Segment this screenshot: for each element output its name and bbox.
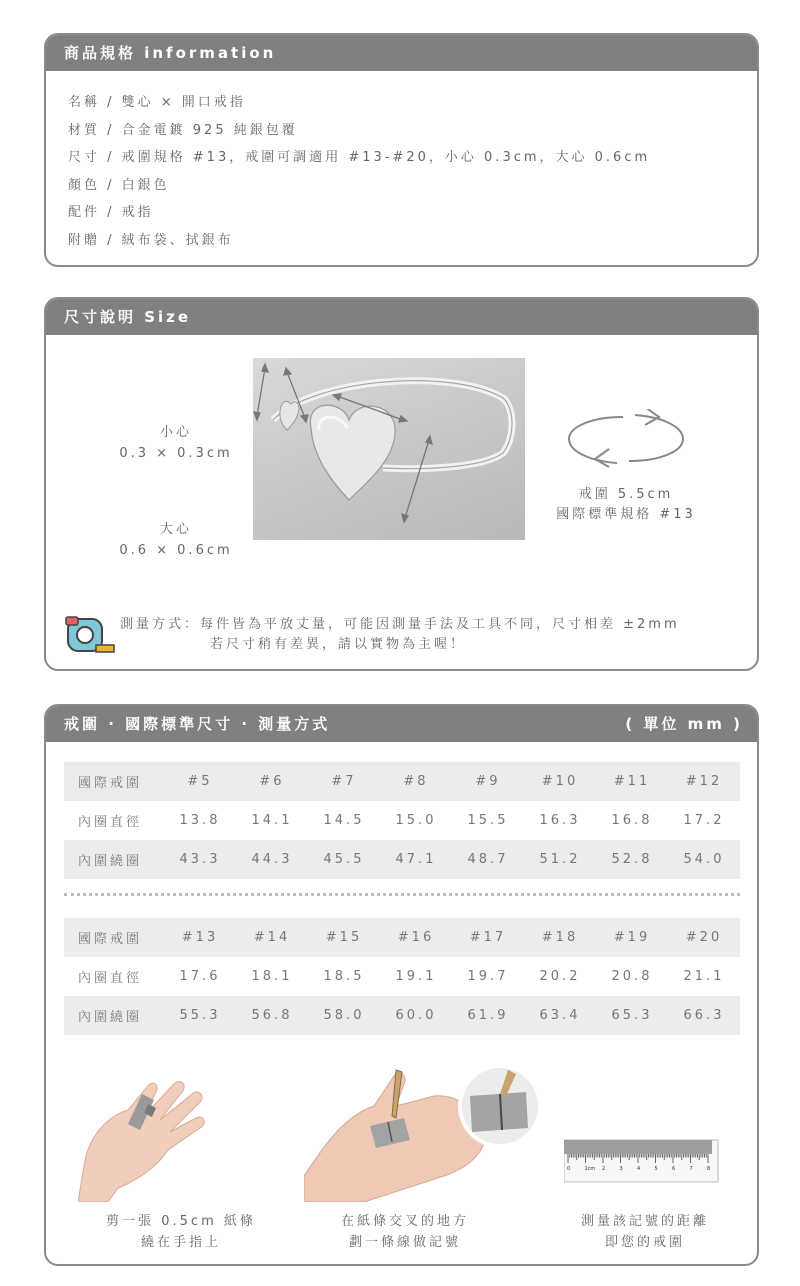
dotted-divider (64, 893, 740, 896)
table-cell: 17.6 (179, 969, 221, 984)
step2-line1: 在紙條交叉的地方 (340, 1214, 469, 1229)
table-cell: #20 (685, 930, 723, 945)
row-label-size: 國際戒圍 (78, 776, 143, 791)
big-heart-name: 大心 (159, 522, 192, 537)
small-heart-dims: 0.3 × 0.3cm (119, 446, 233, 461)
table-cell: 51.2 (539, 852, 581, 867)
table-cell: #12 (685, 774, 723, 789)
table-cell: 14.1 (251, 813, 293, 828)
table-cell: 47.1 (395, 852, 437, 867)
step3-line1: 測量該記號的距離 (580, 1214, 709, 1229)
table-cell: #9 (475, 774, 501, 789)
measure-note (120, 615, 680, 655)
size-chart-panel (44, 704, 759, 1266)
info-accessory-row: 配件 / 戒指 (68, 205, 154, 221)
step3-line2: 即您的戒圍 (604, 1235, 685, 1250)
table-cell: 20.2 (539, 969, 581, 984)
step3-caption (540, 1211, 750, 1253)
row-label-diameter: 內圈直徑 (78, 815, 143, 830)
row-label-diameter: 內圈直徑 (78, 971, 143, 986)
info-color-row: 顏色 / 白銀色 (68, 177, 170, 193)
table-cell: 15.5 (467, 813, 509, 828)
step1-line1: 剪一張 0.5cm 紙條 (106, 1214, 256, 1229)
ring-circumference-icon (561, 409, 691, 469)
step1-caption (76, 1211, 286, 1253)
table-cell: #13 (181, 930, 219, 945)
ruler-label: 5 (654, 1166, 658, 1172)
ring-size-cm: 戒圍 5.5cm (578, 487, 674, 502)
table-cell: 13.8 (179, 813, 221, 828)
row-label-circumference: 內圍繞圈 (78, 854, 143, 869)
ruler-label: 8 (707, 1166, 711, 1172)
step1-line2: 繞在手指上 (140, 1235, 221, 1250)
table-cell: #18 (541, 930, 579, 945)
size-table-part1 (64, 762, 740, 879)
ring-size-standard: 國際標準規格 #13 (556, 507, 696, 522)
step1-hand-image (78, 1076, 222, 1202)
info-gift-row: 附贈 / 絨布袋、拭銀布 (68, 232, 234, 248)
step2-line2: 劃一條線做記號 (348, 1235, 461, 1250)
table-cell: 19.7 (467, 969, 509, 984)
small-heart-name: 小心 (159, 425, 192, 440)
table-cell: #5 (187, 774, 213, 789)
table-cell: #16 (397, 930, 435, 945)
table-cell: 18.1 (251, 969, 293, 984)
big-heart-label (106, 519, 246, 561)
table-cell: #15 (325, 930, 363, 945)
size-panel-title: 尺寸說明 Size (46, 299, 757, 335)
table-cell: 56.8 (251, 1008, 293, 1023)
table-row (64, 801, 740, 840)
table-row (64, 957, 740, 996)
ruler-label: 4 (637, 1166, 641, 1172)
table-cell: 63.4 (539, 1008, 581, 1023)
table-cell: 45.5 (323, 852, 365, 867)
step3-ruler-image (564, 1126, 724, 1186)
tape-measure-icon (62, 613, 118, 657)
table-cell: 15.0 (395, 813, 437, 828)
table-cell: 60.0 (395, 1008, 437, 1023)
info-name-row: 名稱 / 雙心 × 開口戒指 (68, 95, 246, 110)
measure-note-line2: 若尺寸稍有差異，請以實物為主喔！ (210, 637, 467, 652)
table-row (64, 996, 740, 1035)
row-label-size: 國際戒圍 (78, 932, 143, 947)
size-chart-title (46, 706, 757, 742)
table-cell: 20.8 (611, 969, 653, 984)
size-table-part2 (64, 918, 740, 1035)
info-list (46, 71, 757, 255)
ring-illustration (253, 358, 525, 540)
big-heart-dims: 0.6 × 0.6cm (119, 543, 233, 558)
table-cell: #8 (403, 774, 429, 789)
step2-caption (300, 1211, 510, 1253)
ruler-label: 3 (619, 1166, 623, 1172)
table-cell: 55.3 (179, 1008, 221, 1023)
product-info-title: 商品規格 information (46, 35, 757, 71)
table-cell: #19 (613, 930, 651, 945)
table-cell: 43.3 (179, 852, 221, 867)
table-cell: 21.1 (683, 969, 725, 984)
table-cell: 65.3 (611, 1008, 653, 1023)
info-size-row: 尺寸 / 戒圍規格 #13，戒圍可調適用 #13-#20，小心 0.3cm，大心 0.6cm (68, 150, 651, 166)
ruler-label: 0 (567, 1166, 571, 1172)
product-info-panel (44, 33, 759, 267)
table-cell: #7 (331, 774, 357, 789)
table-cell: 14.5 (323, 813, 365, 828)
table-cell: #10 (541, 774, 579, 789)
ruler-label: 1cm (584, 1166, 596, 1172)
table-row (64, 762, 740, 801)
measure-note-line1: 測量方式：每件皆為平放丈量，可能因測量手法及工具不同，尺寸相差 ±2mm (120, 617, 680, 632)
table-cell: 16.3 (539, 813, 581, 828)
row-label-circumference: 內圍繞圈 (78, 1010, 143, 1025)
ruler-label: 2 (602, 1166, 606, 1172)
table-row (64, 840, 740, 879)
table-cell: 66.3 (683, 1008, 725, 1023)
table-row (64, 918, 740, 957)
table-cell: #14 (253, 930, 291, 945)
table-cell: 61.9 (467, 1008, 509, 1023)
info-material-row: 材質 / 合金電鍍 925 純銀包覆 (68, 122, 298, 138)
size-chart-title-text: 戒圍 · 國際標準尺寸 · 測量方式 (64, 715, 331, 733)
step2-mark-image (304, 1066, 550, 1202)
table-cell: #17 (469, 930, 507, 945)
table-cell: #6 (259, 774, 285, 789)
ring-product-photo (253, 358, 525, 540)
small-heart-label (106, 422, 246, 464)
table-cell: 18.5 (323, 969, 365, 984)
table-cell: 19.1 (395, 969, 437, 984)
table-cell: 58.0 (323, 1008, 365, 1023)
table-cell: 16.8 (611, 813, 653, 828)
table-cell: 17.2 (683, 813, 725, 828)
size-panel (44, 297, 759, 671)
ring-size-label (541, 485, 711, 525)
table-cell: 44.3 (251, 852, 293, 867)
table-cell: #11 (613, 774, 651, 789)
table-cell: 48.7 (467, 852, 509, 867)
table-cell: 52.8 (611, 852, 653, 867)
table-cell: 54.0 (683, 852, 725, 867)
size-chart-unit: ( 單位 mm ) (625, 715, 743, 733)
ruler-label: 6 (672, 1166, 676, 1172)
ruler-label: 7 (689, 1166, 693, 1172)
